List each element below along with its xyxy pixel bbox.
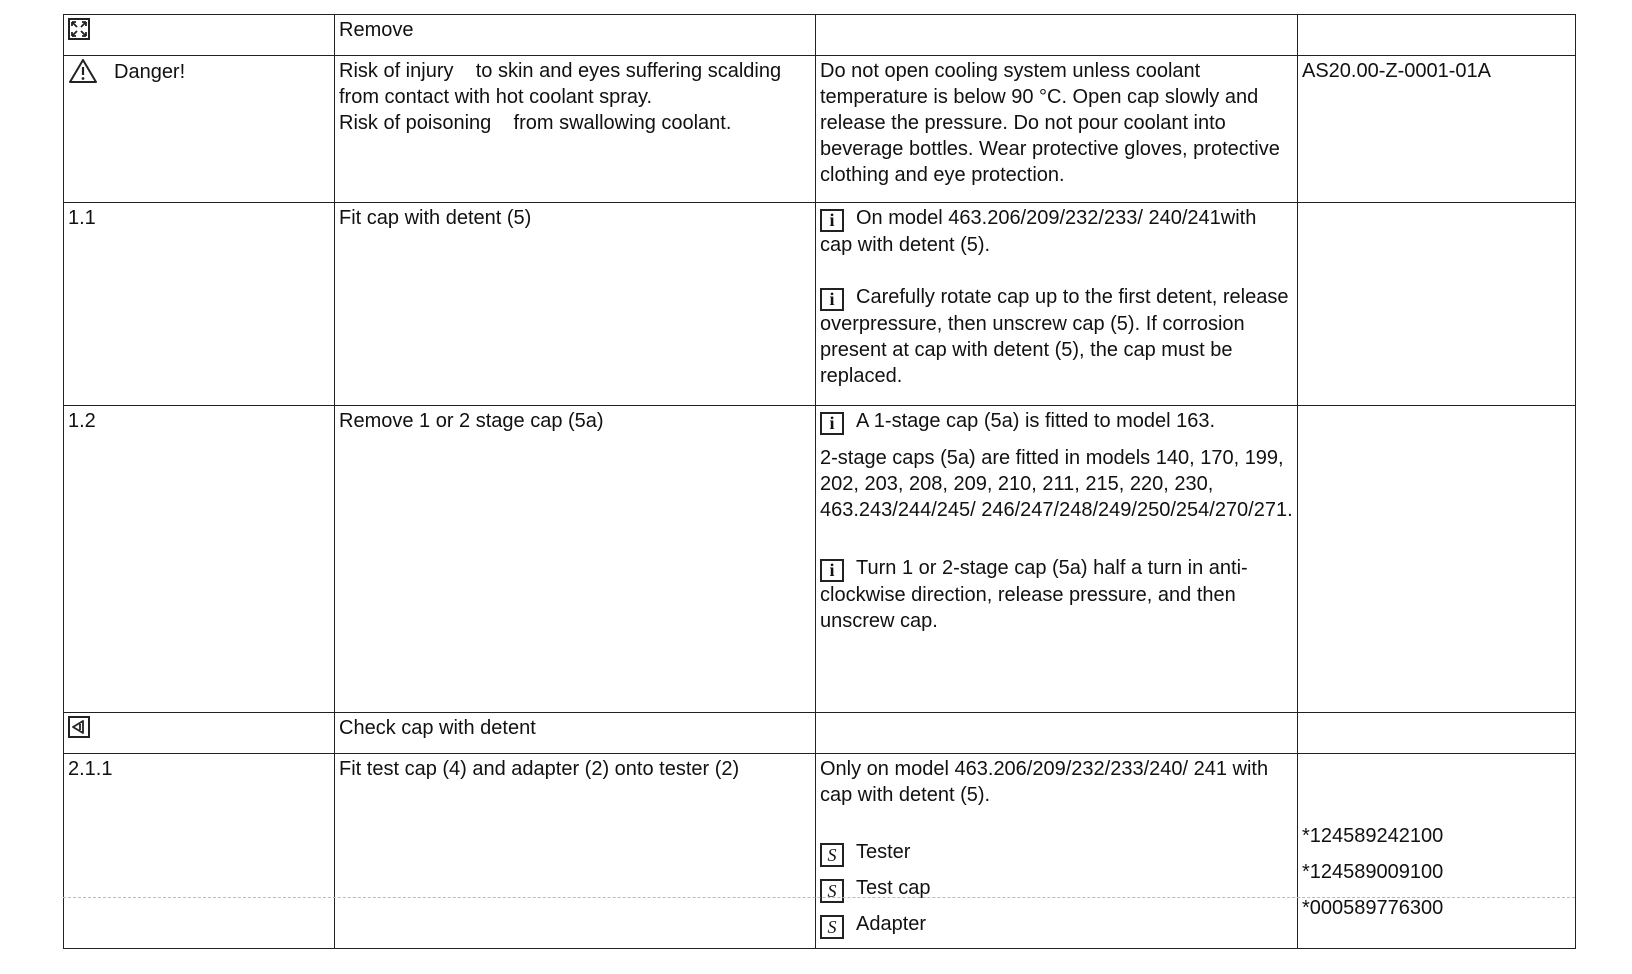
step-notes [816, 406, 1298, 713]
note-text: Only on model 463.206/209/232/233/240/ 241 with cap with detent (5). [820, 758, 1269, 806]
note-text: Turn 1 or 2-stage cap (5a) half a turn in anti-clockwise direction, release pressure, and then unscrew cap. [820, 557, 1248, 632]
note-text: Carefully rotate cap up to the first detent, release overpressure, then unscrew cap (5). If corrosion present at cap with detent (5), the cap must be replaced. [820, 286, 1289, 387]
part-number: *124589242100 [1302, 825, 1444, 847]
tool-item [820, 870, 1293, 906]
step-action: Fit cap with detent (5) [335, 203, 816, 406]
step-number: 1.1 [64, 203, 335, 406]
section-title: Check cap with detent [335, 713, 816, 754]
note-text: A 1-stage cap (5a) is fitted to model 163. [856, 410, 1216, 432]
tool-item [820, 906, 1293, 942]
tool-name: Tester [856, 841, 911, 863]
step-notes [816, 754, 1298, 949]
warning-triangle-icon [68, 58, 98, 91]
table-row [64, 406, 1576, 713]
step-notes [816, 203, 1298, 406]
special-tool-icon: S [820, 915, 844, 939]
procedure-table [63, 14, 1576, 949]
info-icon: i [820, 559, 844, 582]
check-arrow-icon [68, 716, 90, 738]
step-action: Remove 1 or 2 stage cap (5a) [335, 406, 816, 713]
tool-name: Adapter [856, 913, 927, 935]
info-icon: i [820, 412, 844, 435]
info-icon: i [820, 209, 844, 232]
page-cut-line [63, 897, 1575, 898]
part-number: *124589009100 [1302, 861, 1444, 883]
special-tool-icon: S [820, 879, 844, 903]
risk-poison-text: from swallowing coolant. [513, 112, 732, 134]
part-numbers-cell [1298, 754, 1576, 949]
table-row [64, 713, 1576, 754]
part-number: *000589776300 [1302, 897, 1444, 919]
risk-poison-prefix: Risk of poisoning [339, 112, 492, 134]
expand-arrows-icon [68, 18, 90, 40]
step-action: Fit test cap (4) and adapter (2) onto tester (2) [335, 754, 816, 949]
danger-label: Danger! [114, 61, 186, 83]
danger-label-cell [64, 56, 335, 203]
note-text: On model 463.206/209/232/233/ 240/241with cap with detent (5). [820, 207, 1257, 256]
table-row [64, 754, 1576, 949]
section-title: Remove [335, 15, 816, 56]
step-number: 2.1.1 [64, 754, 335, 949]
step-icon-cell [64, 15, 335, 56]
reference-code: AS20.00-Z-0001-01A [1298, 56, 1576, 203]
table-row [64, 15, 1576, 56]
risk-injury-prefix: Risk of injury [339, 60, 454, 82]
tool-item [820, 834, 1293, 870]
tool-name: Test cap [856, 877, 931, 899]
step-icon-cell [64, 713, 335, 754]
table-row [64, 56, 1576, 203]
step-number: 1.2 [64, 406, 335, 713]
safety-instruction: Do not open cooling system unless coolant temperature is below 90 °C. Open cap slowly and release the pressure. Do not pour coolant into beverage bottles. Wear protective gloves, protective clothing and eye protection. [816, 56, 1298, 203]
models-paragraph: 2-stage caps (5a) are fitted in models 140, 170, 199, 202, 203, 208, 209, 210, 211, 215, 220, 230, 463.243/244/245/ 246/247/248/249/250/254/270/271. [820, 447, 1293, 521]
table-row [64, 203, 1576, 406]
special-tool-icon: S [820, 843, 844, 867]
info-icon: i [820, 288, 844, 311]
risk-injury-text: to skin and eyes suffering scalding from contact with hot coolant spray. [339, 60, 782, 108]
risk-cell [335, 56, 816, 203]
